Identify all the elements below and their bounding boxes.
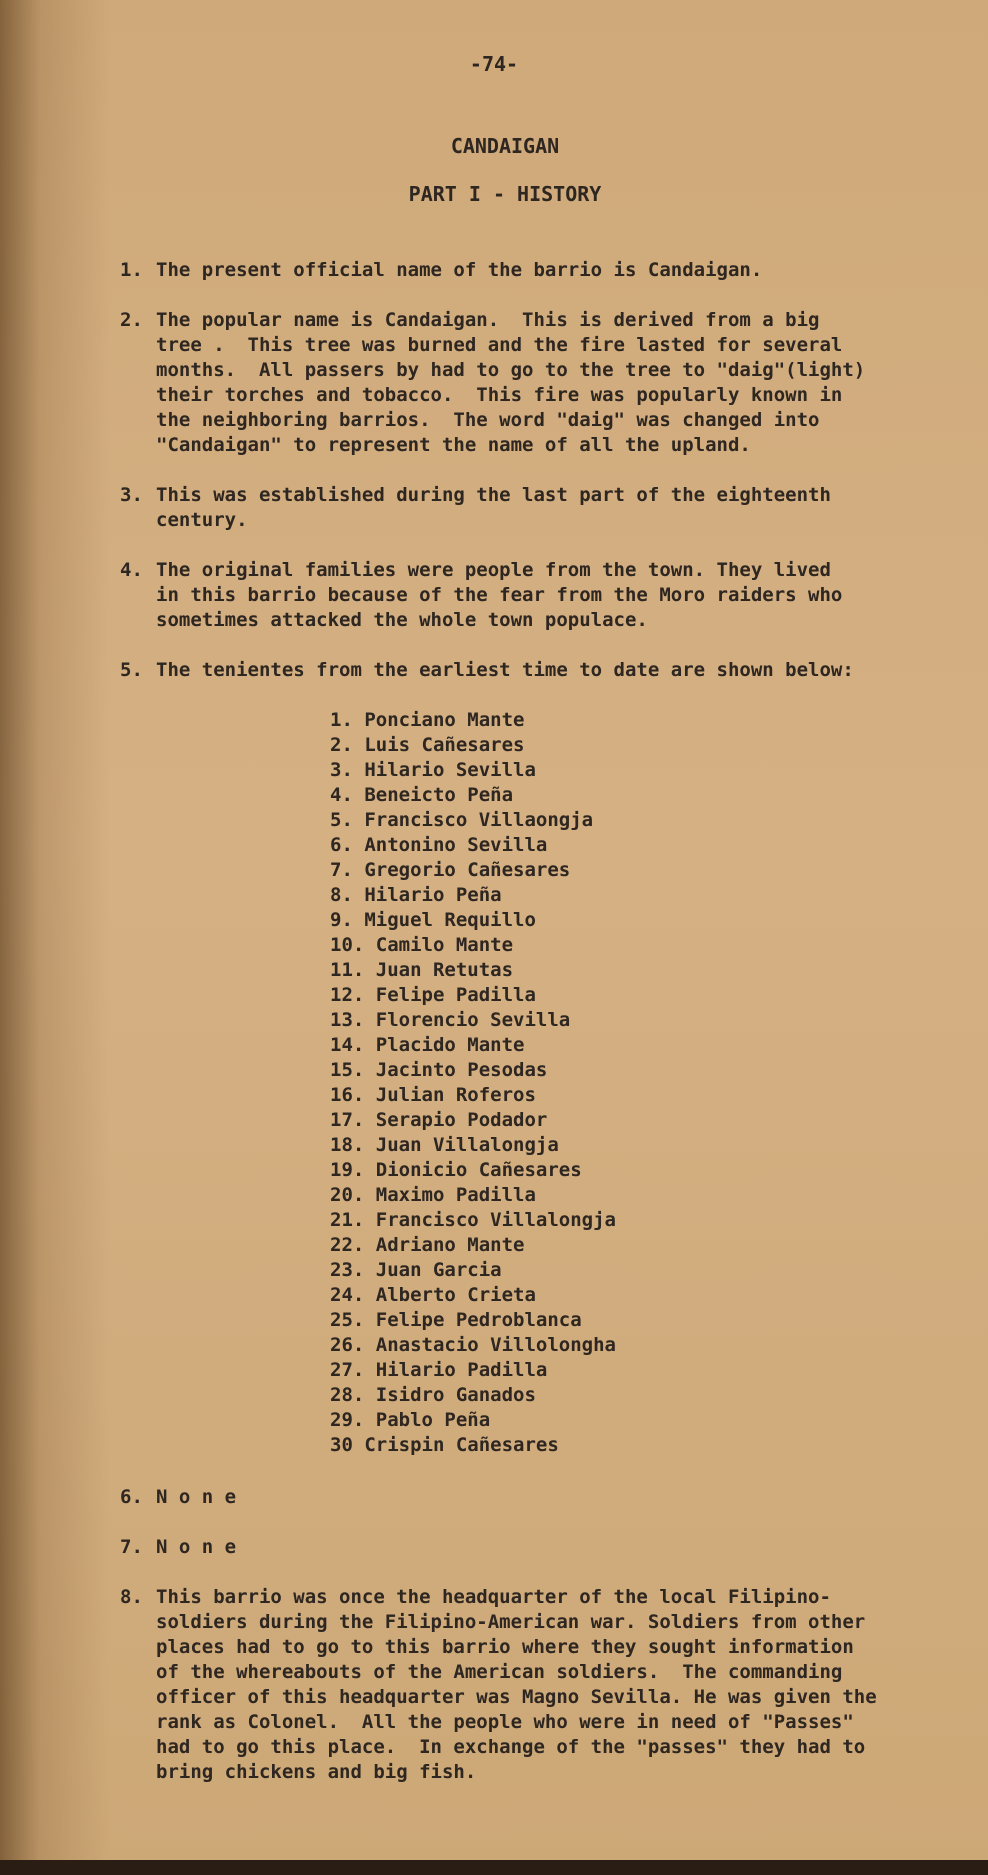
paragraph-6 bbox=[120, 1485, 960, 1510]
paragraph-5 bbox=[120, 658, 960, 683]
list-item: 7. Gregorio Cañesares bbox=[330, 859, 571, 881]
paragraph-line: sometimes attacked the whole town populace. bbox=[156, 609, 648, 631]
paragraph-line: places had to go to this barrio where they sought information bbox=[156, 1636, 854, 1658]
paragraph-line: months. All passers by had to go to the tree to "daig"(light) bbox=[156, 359, 866, 381]
paragraph-line: The tenientes from the earliest time to date are shown below: bbox=[156, 659, 854, 681]
paragraph-7 bbox=[120, 1535, 960, 1560]
list-item: 30 Crispin Cañesares bbox=[330, 1434, 559, 1456]
list-item: 22. Adriano Mante bbox=[330, 1234, 525, 1256]
list-item: 20. Maximo Padilla bbox=[330, 1184, 536, 1206]
section-heading: PART I - HISTORY bbox=[408, 182, 602, 206]
list-item: 13. Florencio Sevilla bbox=[330, 1009, 571, 1031]
list-item: 19. Dionicio Cañesares bbox=[330, 1159, 582, 1181]
list-item: 17. Serapio Podador bbox=[330, 1109, 548, 1131]
paragraph-line: The popular name is Candaigan. This is derived from a big bbox=[156, 309, 820, 331]
list-item: 11. Juan Retutas bbox=[330, 959, 514, 981]
list-item: 18. Juan Villalongja bbox=[330, 1134, 559, 1156]
list-item: 1. Ponciano Mante bbox=[330, 709, 525, 731]
paragraph-number: 4. bbox=[120, 559, 143, 581]
paragraph-line: soldiers during the Filipino-American war. Soldiers from other bbox=[156, 1611, 866, 1633]
paragraph-1 bbox=[120, 258, 960, 283]
paragraph-line: rank as Colonel. All the people who were in need of "Passes" bbox=[156, 1711, 854, 1733]
list-item: 16. Julian Roferos bbox=[330, 1084, 536, 1106]
paragraph-line: N o n e bbox=[156, 1536, 237, 1558]
paragraph-number: 7. bbox=[120, 1536, 143, 1558]
paragraph-number: 5. bbox=[120, 659, 143, 681]
paragraph-line: This barrio was once the headquarter of the local Filipino- bbox=[156, 1586, 831, 1608]
paragraph-line: their torches and tobacco. This fire was popularly known in bbox=[156, 384, 843, 406]
paragraph-line: tree . This tree was burned and the fire lasted for several bbox=[156, 334, 843, 356]
list-item: 15. Jacinto Pesodas bbox=[330, 1059, 548, 1081]
list-item: 24. Alberto Crieta bbox=[330, 1284, 536, 1306]
paragraph-8 bbox=[120, 1585, 960, 1785]
list-item: 3. Hilario Sevilla bbox=[330, 759, 536, 781]
paragraph-line: This was established during the last part of the eighteenth bbox=[156, 484, 831, 506]
paragraph-line: bring chickens and big fish. bbox=[156, 1761, 477, 1783]
paragraph-line: The original families were people from the town. They lived bbox=[156, 559, 831, 581]
paragraph-line: The present official name of the barrio is Candaigan. bbox=[156, 259, 763, 281]
list-item: 5. Francisco Villaongja bbox=[330, 809, 594, 831]
paragraph-line: had to go this place. In exchange of the "passes" they had to bbox=[156, 1736, 866, 1758]
paragraph-number: 2. bbox=[120, 309, 143, 331]
list-item: 4. Beneicto Peña bbox=[330, 784, 514, 806]
list-item: 25. Felipe Pedroblanca bbox=[330, 1309, 582, 1331]
paragraph-4 bbox=[120, 558, 960, 633]
list-item: 8. Hilario Peña bbox=[330, 884, 502, 906]
paragraph-number: 3. bbox=[120, 484, 143, 506]
page-bottom-edge bbox=[0, 1860, 988, 1875]
list-item: 10. Camilo Mante bbox=[330, 934, 514, 956]
list-item: 12. Felipe Padilla bbox=[330, 984, 536, 1006]
paragraph-line: N o n e bbox=[156, 1486, 237, 1508]
list-item: 29. Pablo Peña bbox=[330, 1409, 491, 1431]
list-item: 23. Juan Garcia bbox=[330, 1259, 502, 1281]
paragraph-2 bbox=[120, 308, 960, 458]
list-item: 26. Anastacio Villolongha bbox=[330, 1334, 616, 1356]
tenientes-list bbox=[330, 708, 616, 1458]
paragraph-line: century. bbox=[156, 509, 248, 531]
paragraph-line: officer of this headquarter was Magno Sevilla. He was given the bbox=[156, 1686, 877, 1708]
paragraph-number: 6. bbox=[120, 1486, 143, 1508]
paragraph-line: "Candaigan" to represent the name of all the upland. bbox=[156, 434, 751, 456]
list-item: 27. Hilario Padilla bbox=[330, 1359, 548, 1381]
list-item: 2. Luis Cañesares bbox=[330, 734, 525, 756]
paragraph-number: 8. bbox=[120, 1586, 143, 1608]
paragraph-line: in this barrio because of the fear from the Moro raiders who bbox=[156, 584, 843, 606]
list-item: 21. Francisco Villalongja bbox=[330, 1209, 616, 1231]
list-item: 28. Isidro Ganados bbox=[330, 1384, 536, 1406]
paragraph-line: the neighboring barrios. The word "daig" was changed into bbox=[156, 409, 820, 431]
list-item: 6. Antonino Sevilla bbox=[330, 834, 548, 856]
list-item: 14. Placido Mante bbox=[330, 1034, 525, 1056]
page-number: -74- bbox=[469, 52, 519, 76]
paragraph-3 bbox=[120, 483, 960, 533]
document-title: CANDAIGAN bbox=[450, 134, 560, 158]
paragraph-line: of the whereabouts of the American soldiers. The commanding bbox=[156, 1661, 843, 1683]
paragraph-number: 1. bbox=[120, 259, 143, 281]
list-item: 9. Miguel Requillo bbox=[330, 909, 536, 931]
